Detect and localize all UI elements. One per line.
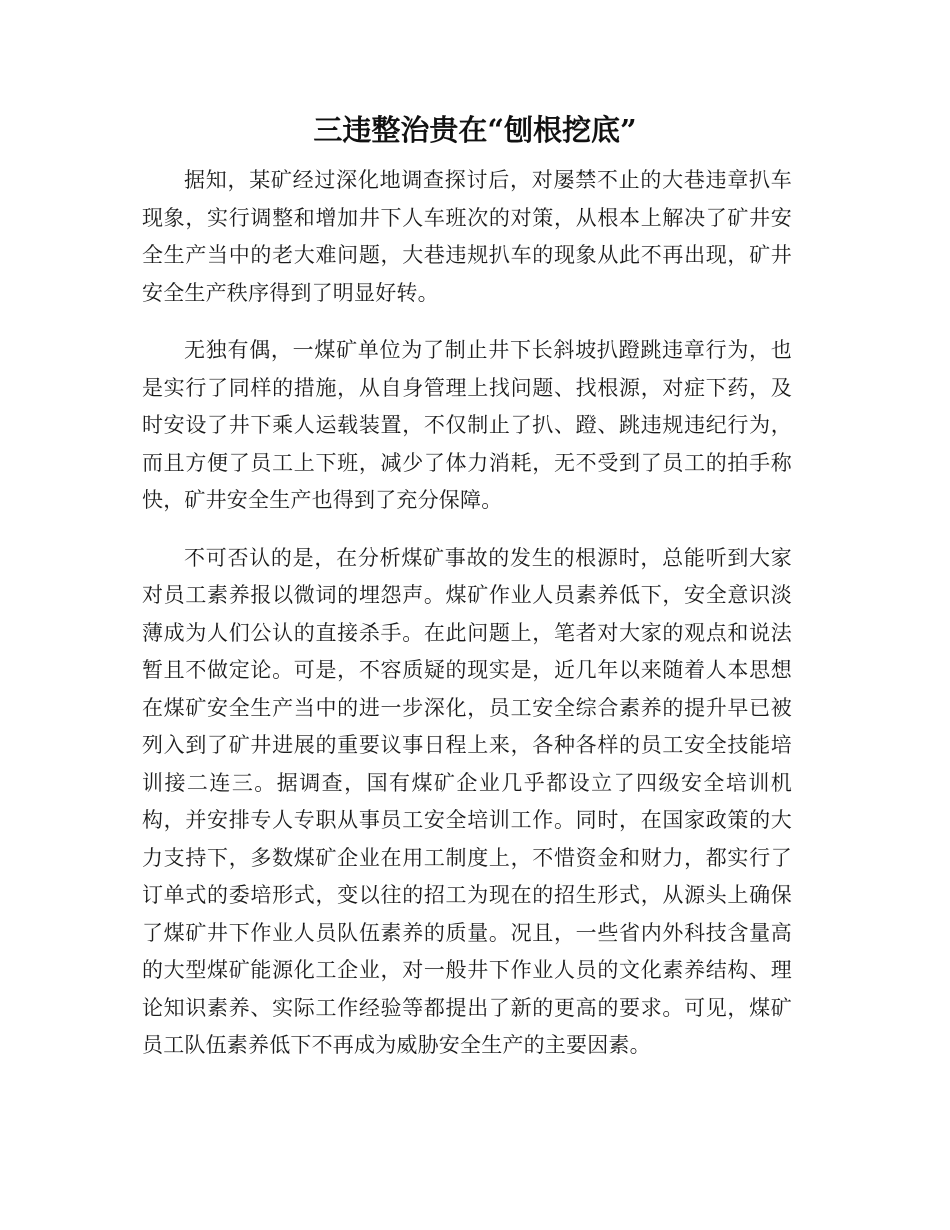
paragraph-2: 无独有偶，一煤矿单位为了制止井下长斜坡扒蹬跳违章行为，也是实行了同样的措施，从自身管理上找问题、找根源，对症下药，及时安设了井下乘人运载装置，不仅制止了扒、蹬、跳违规违纪行为，而且方便了员工上下班，减少了体力消耗，无不受到了员工的拍手称快，矿井安全生产也得到了充分保障。 bbox=[142, 338, 792, 512]
paragraph-3: 不可否认的是，在分析煤矿事故的发生的根源时，总能听到大家对员工素养报以微词的埋怨声。煤矿作业人员素养低下，安全意识淡薄成为人们公认的直接杀手。在此问题上，笔者对大家的观点和说法暂且不做定论。可是，不容质疑的现实是，近几年以来随着人本思想在煤矿安全生产当中的进一步深化，员工安全综合素养的提升早已被列入到了矿井进展的重要议事日程上来，各种各样的员工安全技能培训接二连三。据调查，国有煤矿企业几乎都设立了四级安全培训机构，并安排专人专职从事员工安全培训工作。同时，在国家政策的大力支持下，多数煤矿企业在用工制度上，不惜资金和财力，都实行了订单式的委培形式，变以往的招工为现在的招生形式，从源头上确保了煤矿井下作业人员队伍素养的质量。况且，一些省内外科技含量高的大型煤矿能源化工企业，对一般井下作业人员的文化素养结构、理论知识素养、实际工作经验等都提出了新的更高的要求。可见，煤矿员工队伍素养低下不再成为威胁安全生产的主要因素。 bbox=[142, 545, 792, 1057]
paragraph-1: 据知，某矿经过深化地调查探讨后，对屡禁不止的大巷违章扒车现象，实行调整和增加井下人车班次的对策，从根本上解决了矿井安全生产当中的老大难问题，大巷违规扒车的现象从此不再出现，矿井安全生产秩序得到了明显好转。 bbox=[142, 168, 792, 305]
document-body bbox=[142, 162, 792, 1085]
document-title: 三违整治贵在“刨根挖底” bbox=[313, 113, 637, 147]
